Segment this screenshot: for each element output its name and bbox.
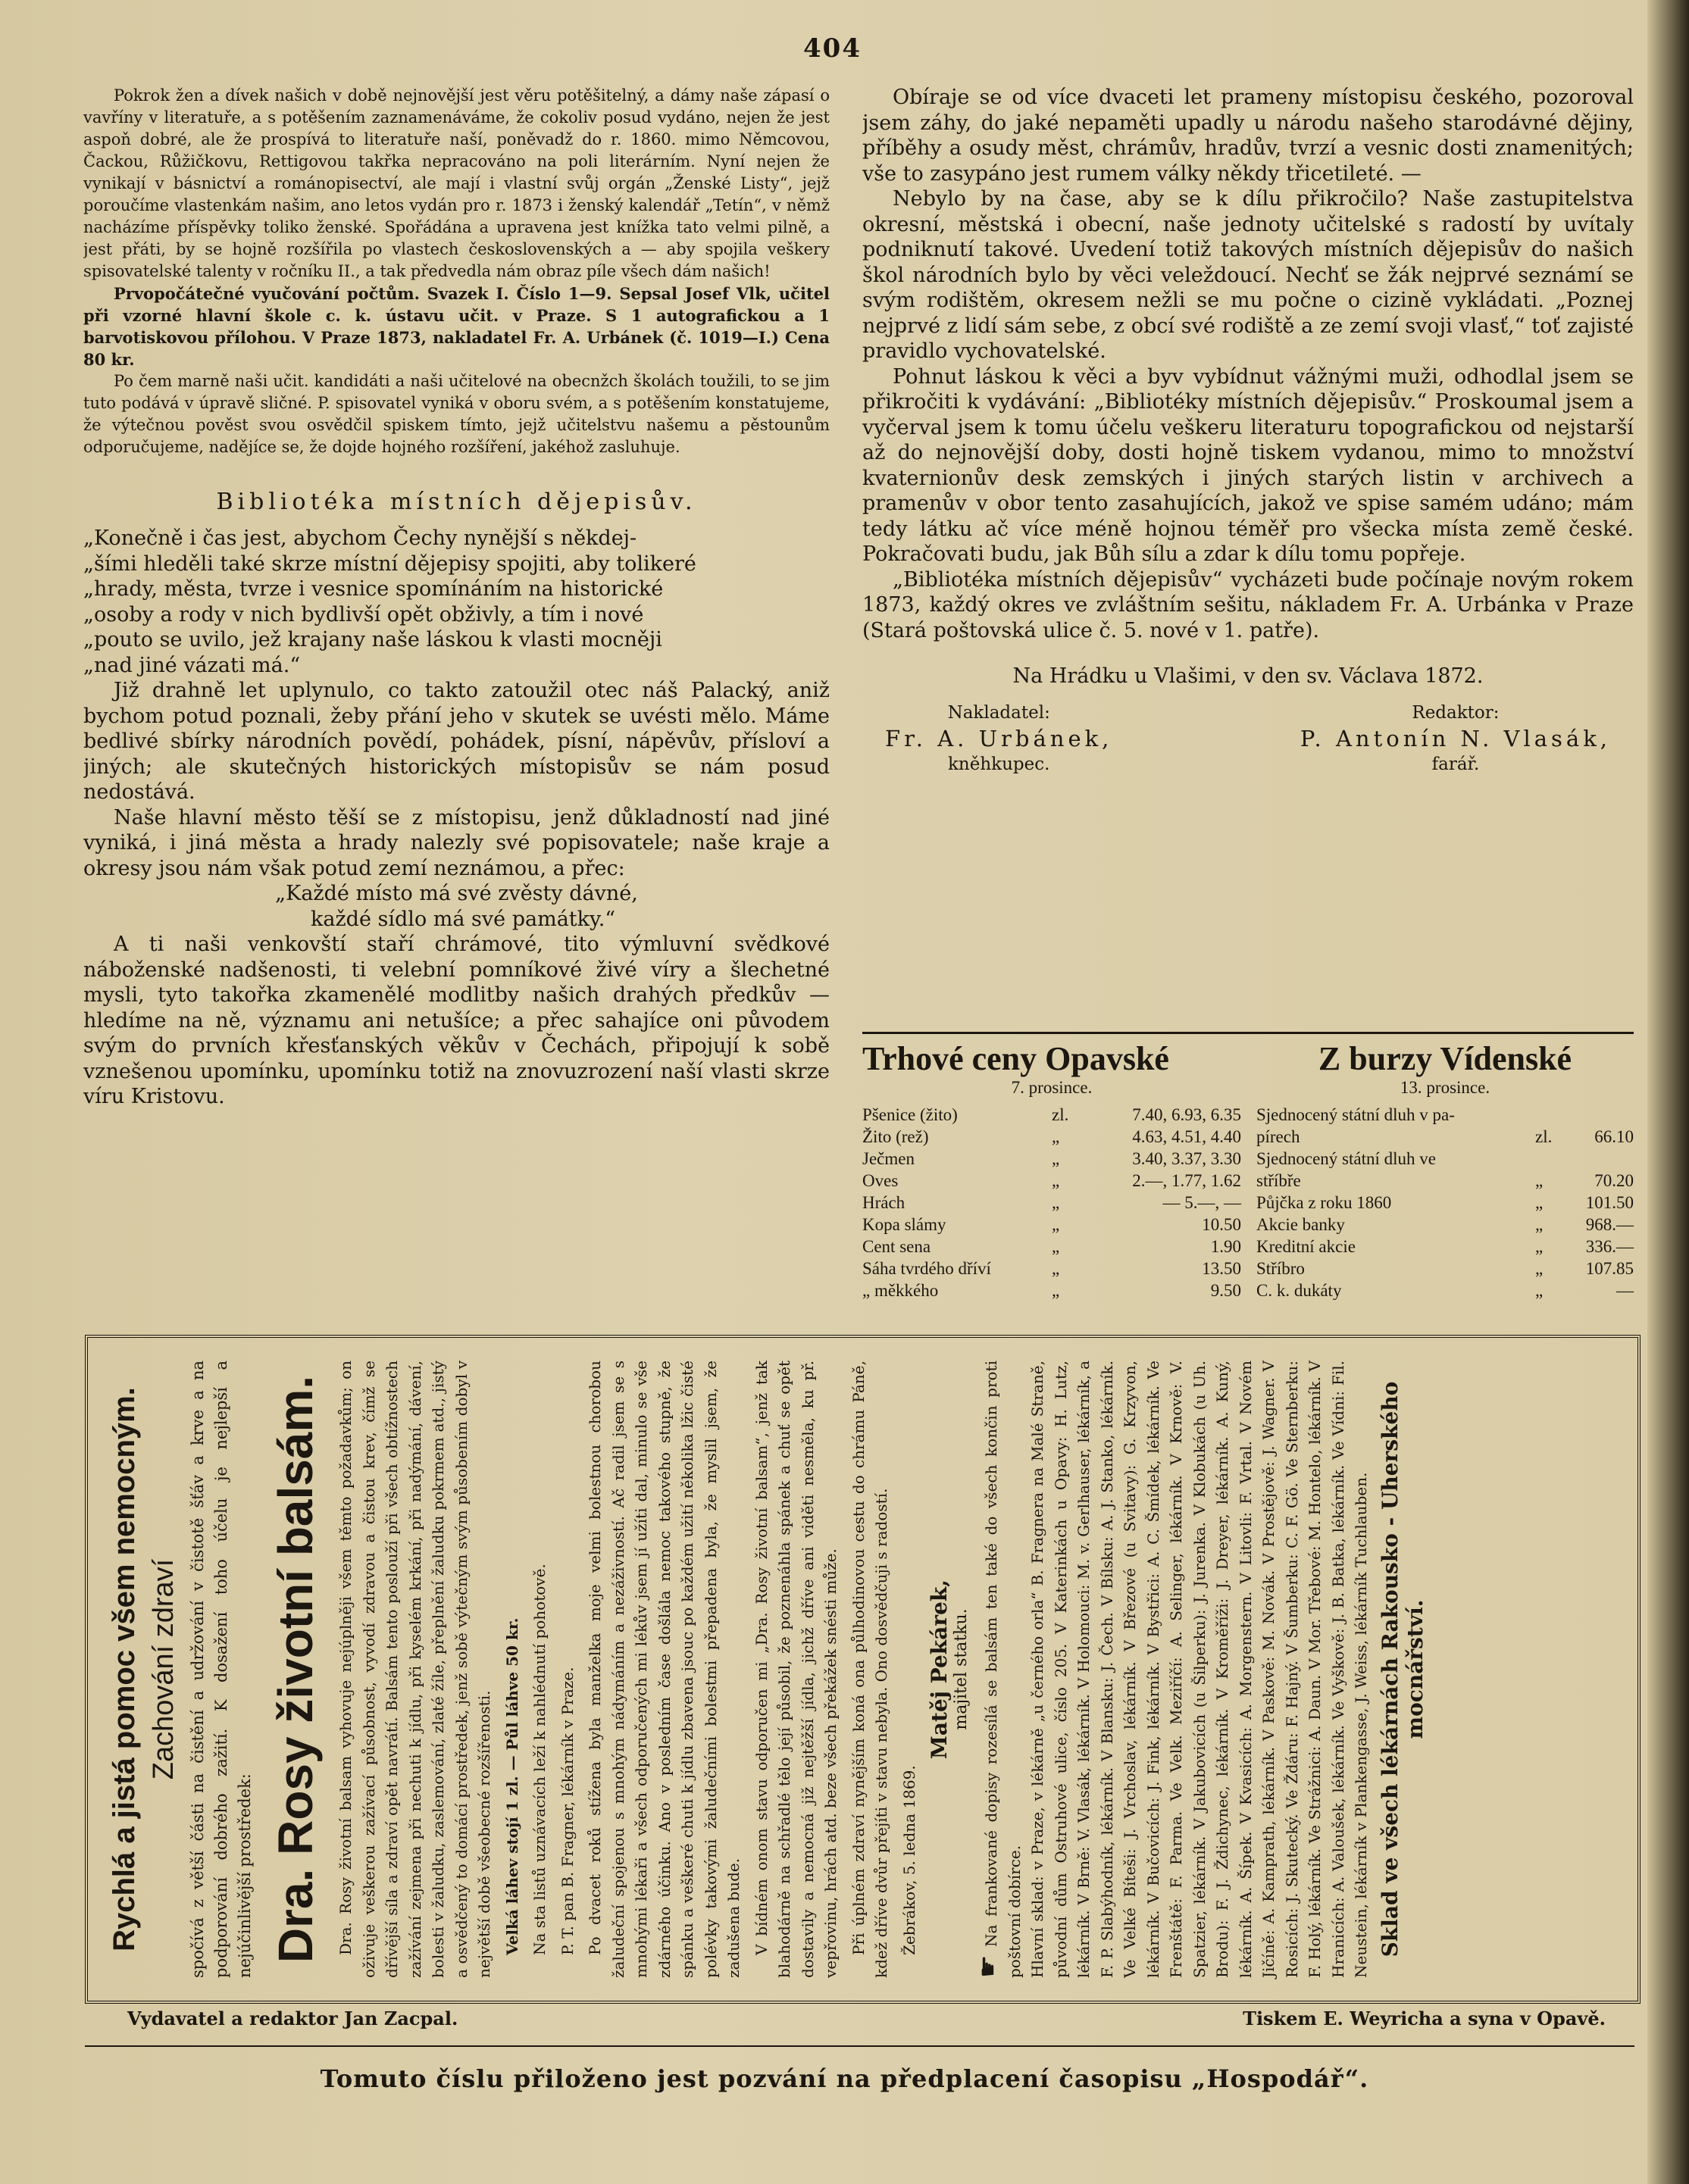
- price-item: Akcie banky: [1256, 1215, 1345, 1234]
- price-value: 66.10: [1594, 1127, 1634, 1146]
- price-value: 13.50: [1202, 1259, 1241, 1278]
- price-unit: „: [1052, 1259, 1060, 1278]
- opava-row: [862, 1148, 1241, 1170]
- price-item: Pšenice (žito): [862, 1105, 958, 1124]
- advert-brand: Dra. Rosy životní balsám.: [268, 1375, 323, 1964]
- price-value: 10.50: [1202, 1215, 1241, 1234]
- price-unit: [1535, 1104, 1565, 1126]
- review-paragraph: Pokrok žen a dívek našich v době nejnovější jest věru potěšitelný, a dámy naše zápasí o vavříny v literatuře, a s potěšením zaznamenáváme, že cokoliv posud vydáno, nejen že jest aspoň dobré, ale že prospívá to literatuře naší, poněvadž do r. 1860. mimo Němcovou, Čackou, Růžičkovu, Rettigovou takřka nepracováno na poli literárním. Nyní nejen že vynikají v básnictví a románopisectví, ale mají i vlastní svůj orgán „Ženské Listy“, jejž poroučíme vlastenkám našim, ano letos vydán pro r. 1873 i ženský kalendář „Tetín“, v němž nacházíme příspěvky toliko ženské. Spořádána a upravena jest knížka tato velmi pilně, a jest přáti, by se hojně rozšířila po vlastech československých a — aby spojila veškery spisovatelské talenty v ročníku II., a tak předvedla nám obraz píle všech dám našich!: [83, 86, 830, 280]
- price-item: pírech: [1256, 1127, 1300, 1146]
- price-value: 2.—, 1.77, 1.62: [1132, 1171, 1241, 1190]
- price-item: Ječmen: [862, 1149, 915, 1168]
- opava-row: [862, 1279, 1241, 1301]
- advert-headline: Rychlá a jistá pomoc všem nemocným.: [108, 1387, 141, 1951]
- mail-note-text: Na frankované dopisy rozesílá se balsám ten také do všech končin proti poštovní dobírce.: [982, 1361, 1024, 1978]
- vienna-row: [1256, 1236, 1634, 1258]
- advert-footer: Sklad ve všech lékárnách Rakousko - Uherského mocnářství.: [1377, 1381, 1428, 1957]
- publisher-name: Fr. A. Urbánek,: [885, 726, 1113, 751]
- price-item: „ měkkého: [862, 1281, 939, 1300]
- verse-line: každé sídlo má své památky.“: [311, 907, 616, 931]
- price-value: 70.20: [1594, 1171, 1634, 1190]
- opava-row: [862, 1214, 1241, 1236]
- owner-title: majitel statku.: [952, 1608, 971, 1730]
- opava-row: [862, 1192, 1241, 1214]
- price-item: stříbře: [1256, 1171, 1301, 1190]
- section-title: Bibliotéka místních dějepisův.: [216, 489, 697, 515]
- quote-line: „Konečně i čas jest, abychom Čechy nynější s někdej-: [83, 526, 637, 550]
- vienna-prices: [1256, 1039, 1634, 1301]
- advert-owner: [927, 1361, 971, 1978]
- advert-paragraph: Dra. Rosy životní balsam vyhovuje nejúplněji všem těmto požadavkům; on oživuje veškerou zažívací působnost, vyvodí zdravou a čistou krev, čímž se dřívější síla a zdraví opět navrátí. Balsám tento poslouží při všech obtížnostech zažívání zejmena při nechuti k jídlu, při kyselém krkání, při nadýmání, dávení, bolesti v žaludku, zaslemování, zlaté žíle, přeplnění žaludku pokrmem atd., jistý a osvědčený to domácí prostředek, jenž sobě výtečným svým působením dobyl v největší době všeobecné rozšířenosti.: [336, 1361, 493, 1978]
- pointing-hand-icon: ☛: [973, 1954, 1003, 1978]
- price-value: 968.—: [1585, 1215, 1634, 1234]
- right-column: [862, 85, 1634, 1032]
- opava-row: [862, 1258, 1241, 1279]
- advert-rotated-content: [88, 1338, 1637, 2001]
- price-item: C. k. dukáty: [1256, 1281, 1342, 1300]
- quote-line: „hrady, města, tvrze i vesnice spomínáním na historické: [83, 577, 664, 601]
- footer-publisher: Vydavatel a redaktor Jan Zacpal.: [127, 2007, 458, 2029]
- advert-paragraph: V bídném onom stavu odporučen mi „Dra. Rosy životní balsam“, jenž tak blahodárně na schřadlé tělo její působil, že poznenáhla spánek a chuť se opět dostavily a nemocná již nejtěžší jídla, jichž dříve ani viděti nesměla, ku př. vepřovinu, hrách atd. beze všech překážek snésti může.: [752, 1361, 840, 1978]
- article-paragraph: Již drahně let uplynulo, co takto zatoužil otec náš Palacký, aniž bychom potud poznali, žeby přání jeho v skutek se uvésti mělo. Máme bedlivé sbírky národních povědí, pohádek, písní, nápěvův, přísloví a jiných; ale skutečných historických místopisův se nám posud nedostává.: [83, 679, 830, 804]
- price-unit: „: [1535, 1215, 1544, 1234]
- price-unit: zl.: [1052, 1105, 1069, 1124]
- opava-row: [862, 1170, 1241, 1192]
- opava-title: Trhové ceny Opavské: [862, 1040, 1169, 1077]
- price-value: [1565, 1148, 1634, 1170]
- quote-line: „osoby a rody v nich bydlivší opět obživly, a tím i nové: [83, 602, 644, 626]
- price-value: 101.50: [1585, 1193, 1634, 1212]
- price-item: Hrách: [862, 1193, 905, 1212]
- price-value: [1565, 1104, 1634, 1126]
- advert-paragraph: Na sta listů uznávacích leží k nahlédnutí pohotově.: [530, 1564, 549, 1955]
- price-item: Sáha tvrdého dříví: [862, 1259, 991, 1278]
- price-item: Žito (rež): [862, 1127, 929, 1146]
- page-fold-shadow: [1647, 0, 1689, 2184]
- price-unit: „: [1052, 1193, 1060, 1212]
- editor-signature: [1300, 703, 1611, 774]
- price-value: — 5.—, —: [1162, 1193, 1241, 1212]
- page-number: 404: [803, 33, 862, 64]
- price-value: 9.50: [1210, 1281, 1241, 1300]
- advert-paragraph: Žebrákov, 5. ledna 1869.: [899, 1765, 918, 1955]
- subscription-notice: Tomuto číslu přiloženo jest pozvání na předplacení časopisu „Hospodář“.: [320, 2064, 1369, 2093]
- price-item: Oves: [862, 1171, 899, 1190]
- vienna-row: [1256, 1170, 1634, 1192]
- price-unit: zl.: [1535, 1127, 1553, 1146]
- article-paragraph: A ti naši venkovští staří chrámové, tito výmluvní svědkové náboženské nadšenosti, ti velební pomníkové živé víry a šlechetné mysli, tyto takořka zkamenělé modlitby našich drahých předkův — hledíme na ně, významu ani netušíce; a přec sahajíce oni původem svým do prvních křesťanských věkův v Čechách, připojují k sobě vznešenou upomínku, upomínku totiž na znovuzrození naší vlasti skrze víru Kristovu.: [83, 933, 830, 1108]
- verse-line: „Každé místo má své zvěsty dávné,: [275, 882, 638, 905]
- advert-mail-note: [973, 1361, 1026, 1978]
- price-unit: „: [1052, 1171, 1060, 1190]
- vienna-row: [1256, 1126, 1634, 1148]
- review-paragraph: Po čem marně naši učit. kandidáti a naši učitelové na obecnžch školách toužili, to se jim tuto podává v úpravě sličné. P. spisovatel vyniká v oboru svém, a s potěšením konstatujeme, že výtečnou pověst svou osvědčil spiskem tímto, jejž učitelstvu našemu a pěstounům odporučujeme, nadějíce se, že dojde hojného rozšíření, jakéhož zasluhuje.: [83, 372, 830, 456]
- vienna-rows: [1256, 1104, 1634, 1301]
- advert-intro: spočívá z větší části na čistění a udržování v čistotě šťáv a krve a na podporování dobrého zažití. K dosažení toho účelu je nejlepší a nejúčinlivější prostředek:: [189, 1361, 254, 1978]
- publisher-title: kněhkupec.: [947, 755, 1050, 774]
- price-unit: „: [1535, 1237, 1544, 1256]
- price-unit: „: [1052, 1215, 1060, 1234]
- divider: [85, 2045, 1634, 2047]
- opava-date: 7. prosince.: [1011, 1078, 1093, 1097]
- advert-depots: Hlavní sklad: v Praze, v lékárně „u černého orla“ B. Fragnera na Malé Straně, původní dům Ostruhové ulice, číslo 205. V Katerinkách u Opavy: H. Lutz, lékárník. V Brně: V. Vlasák, lékárník. V Holomouci: M. v. Gerlhauser, lékárník, a F. P. Slabýhodník, lékárník. V Blansku: J. Čech. V Bílsku: A. J. Stanko, lékárník. Ve Velké Bíteši: J. Vrchoslav, lékárník. V Březové (u Svitavy): G. Krzyvon, lékárník. V Bučovicích: J. Fink, lékárník. V Bystřici: A. C. Šmídek, lékárník. Ve Frenštátě: F. Parma. Ve Velk. Meziříčí: A. Selinger, lékárník. V Krnově: V. Spatzier, lékárník. V Jakubovicích (u Šilperku): J. Jurenka. V Klobukách (u Uh. Brodu): F. J. Ždichynec, lékárník. V Kroměříži: J. Dreyer, lékárník. A. Kuný, lékárník. A. Šípek. V Kvasicích: A. Morgenstern. V Litovli: F. Vrtal. V Novém Jičíně: A. Kamprath, lékárník. V Paskově: M. Novák. V Prostějově: J. Wagner. V Rosicích: J. Skutecký. Ve Ždáru: F. Hajný. V Šumberku: C. F. Gö. Ve Sternberku: F. Holý, lékárník. Ve Strážnici: A. Daun. V Mor. Třebové: M. Hontelo, lékárník. V Hranicích: A. Valoušek, lékárník. Ve Vyškově: J. B. Batka, lékárník. Ve Vídni: Fil. Neustein, lékárník v Plankengasse, J. Weiss, lékárník Tuchlauben.: [1028, 1361, 1370, 1978]
- price-unit: „: [1535, 1193, 1544, 1212]
- price-value: 4.63, 4.51, 4.40: [1132, 1127, 1241, 1146]
- price-unit: „: [1052, 1237, 1060, 1256]
- footer-printer: Tiskem E. Weyricha a syna v Opavě.: [1243, 2007, 1606, 2029]
- vienna-row: [1256, 1279, 1634, 1301]
- opava-row: [862, 1126, 1241, 1148]
- vienna-row: [1256, 1192, 1634, 1214]
- publisher-signature: [885, 703, 1112, 774]
- article-body-left: [83, 678, 830, 1110]
- editor-name: P. Antonín N. Vlasák,: [1300, 726, 1611, 751]
- article-paragraph: Naše hlavní město těší se z místopisu, jenž důkladností nad jiné vyniká, i jiná města a hrady nalezly své popisovatele; naše kraje a okresy jsou nám však potud zemí neznámou, a přec:: [83, 805, 830, 880]
- price-value: 7.40, 6.93, 6.35: [1132, 1105, 1241, 1124]
- signatures: [862, 703, 1634, 774]
- price-value: 107.85: [1585, 1259, 1634, 1278]
- price-value: 336.—: [1585, 1237, 1634, 1256]
- advert-paragraph: Po dvacet roků stížena byla manželka moje velmi bolestnou chorobou žaludeční spojenou s mnohým nádymáním a nezáživností. Ač radil jsem se s mnohými lékaři a všech odporučených mi lékův jsem jí užíti dal, minulo se vše zdárného účinku. Ano v posledním čase došlála nemoc takového stupně, že spánku a veškeré chuti k jídlu zbavena jsouc po každém užití několika lžic čisté polévky takovými žaludečními bolestmi přepadena byla, že myslil jsem, že zadušena bude.: [586, 1361, 743, 1978]
- quote-line: „nad jiné vázati má.“: [83, 653, 301, 677]
- opava-row: [862, 1104, 1241, 1126]
- left-column: [83, 85, 830, 1327]
- vienna-row: [1256, 1214, 1634, 1236]
- book-reviews: [83, 85, 830, 458]
- opava-prices: [862, 1039, 1241, 1301]
- price-unit: „: [1052, 1281, 1060, 1300]
- price-item: Kopa slámy: [862, 1215, 946, 1234]
- vienna-date: 13. prosince.: [1400, 1078, 1490, 1097]
- vienna-title: Z burzy Vídenské: [1318, 1040, 1572, 1077]
- price-item: Sjednocený státní dluh ve: [1256, 1149, 1436, 1168]
- balsam-advertisement: [85, 1335, 1641, 2004]
- article-paragraph: Nebylo by na čase, aby se k dílu přikročilo? Naše zastupitelstva okresní, městská i obecní, naše jednoty učitelské s radostí by uvítaly podniknutí takové. Uvedení totiž takových místních dějepisův do našich škol národních bylo by věci veleždoucí. Nechť se žák nejprvé seznámí se svým rodištěm, okresem nežli se mu počne o cizině vykládati. „Poznej nejprvé z lidí sám sebe, z obcí své rodiště a ze zemí svoji vlasť,“ toť zajisté pravidlo vychovatelské.: [862, 187, 1634, 363]
- article-body-right: [862, 85, 1634, 643]
- price-value: —: [1616, 1281, 1634, 1300]
- advert-subheadline: Zachování zdraví: [148, 1558, 180, 1780]
- quote-line: „šími hleděli také skrze místní dějepisy spojiti, aby tolikeré: [83, 551, 696, 576]
- price-value: 1.90: [1210, 1237, 1241, 1256]
- vienna-row: [1256, 1258, 1634, 1279]
- price-item: Sjednocený státní dluh v pa-: [1256, 1105, 1455, 1124]
- price-unit: [1535, 1148, 1565, 1170]
- review-paragraph: Prvopočátečné vyučování počtům. Svazek I. Číslo 1—9. Sepsal Josef Vlk, učitel při vzorné hlavní škole c. k. ústavu učit. v Praze. S 1 autografickou a 1 barvotiskovou přílohou. V Praze 1873, nakladatel Fr. A. Urbánek (č. 1019—I.) Cena 80 kr.: [83, 284, 830, 369]
- price-tables: [862, 1039, 1634, 1327]
- dateline: Na Hrádku u Vlašimi, v den sv. Václava 1872.: [1012, 664, 1484, 688]
- article-paragraph: Pohnut láskou k věci a byv vybídnut vážnými muži, odhodlal jsem se přikročiti k vydávání: „Bibliotéky místních dějepisův.“ Proskoumal jsem a vyčerval jsem k tomu účelu veškeru literaturu topografickou od nejstarší až do nejnovější doby, dosti hojně tiskem vydanou, mimo to množství kvaternionův desk zemských i jiných starých listin v archivech a pramenův v obor tento zasahujících, jakož ve spise samém udáno; mám tedy látku ač více méně hojnou téměř pro všecka místa země české. Pokračovati budu, jak Bůh sílu a zdar k dílu tomu popřeje.: [862, 364, 1634, 566]
- price-item: Kreditní akcie: [1256, 1237, 1356, 1256]
- advert-body: [334, 1361, 921, 1978]
- price-unit: „: [1535, 1171, 1544, 1190]
- article-paragraph: Obíraje se od více dvaceti let prameny místopisu českého, pozoroval jsem záhy, do jaké nepaměti upadly u národu našeho starodávné dějiny, příběhy a osudy měst, chrámův, hradův, tvrzí a vesnic dosti znamenitých; vše to zasypáno jest rumem války někdy třicetileté. —: [862, 86, 1634, 186]
- palacky-quote: [83, 526, 830, 678]
- price-unit: „: [1535, 1259, 1544, 1278]
- price-item: Stříbro: [1256, 1259, 1305, 1278]
- price-unit: „: [1052, 1127, 1060, 1146]
- vienna-row: [1256, 1104, 1634, 1126]
- vienna-row: [1256, 1148, 1634, 1170]
- opava-rows: [862, 1104, 1241, 1301]
- publisher-role: Nakladatel:: [947, 703, 1050, 723]
- price-item: Cent sena: [862, 1237, 931, 1256]
- editor-title: farář.: [1431, 755, 1480, 774]
- quote-line: „pouto se uvilo, jež krajany naše láskou k vlasti mocněji: [83, 628, 662, 651]
- owner-name: Matěj Pekárek,: [927, 1579, 952, 1760]
- price-unit: „: [1535, 1281, 1544, 1300]
- editor-role: Redaktor:: [1412, 703, 1500, 723]
- price-unit: „: [1052, 1149, 1060, 1168]
- opava-row: [862, 1236, 1241, 1258]
- advert-paragraph: Při úplném zdraví nynějším koná ona půlhodinovou cestu do chrámu Páně, kdež dříve dvůr přejíti v stavu nebyla. Ono dosvědčuji s radostí.: [849, 1361, 890, 1978]
- article-paragraph: „Bibliotéka místních dějepisův“ vycházeti bude počínaje novým rokem 1873, každý okres ve zvláštním sešitu, nákladem Fr. A. Urbánka v Praze (Stará poštovská ulice č. 5. nové v 1. patře).: [862, 567, 1634, 642]
- price-item: Půjčka z roku 1860: [1256, 1193, 1392, 1212]
- advert-paragraph: Velká láhev stojí 1 zl. — Půl láhve 50 kr.: [502, 1617, 521, 1955]
- advert-paragraph: P. T. pan B. Fragner, lékárník v Praze.: [558, 1667, 577, 1955]
- price-value: 3.40, 3.37, 3.30: [1132, 1149, 1241, 1168]
- divider: [862, 1032, 1634, 1034]
